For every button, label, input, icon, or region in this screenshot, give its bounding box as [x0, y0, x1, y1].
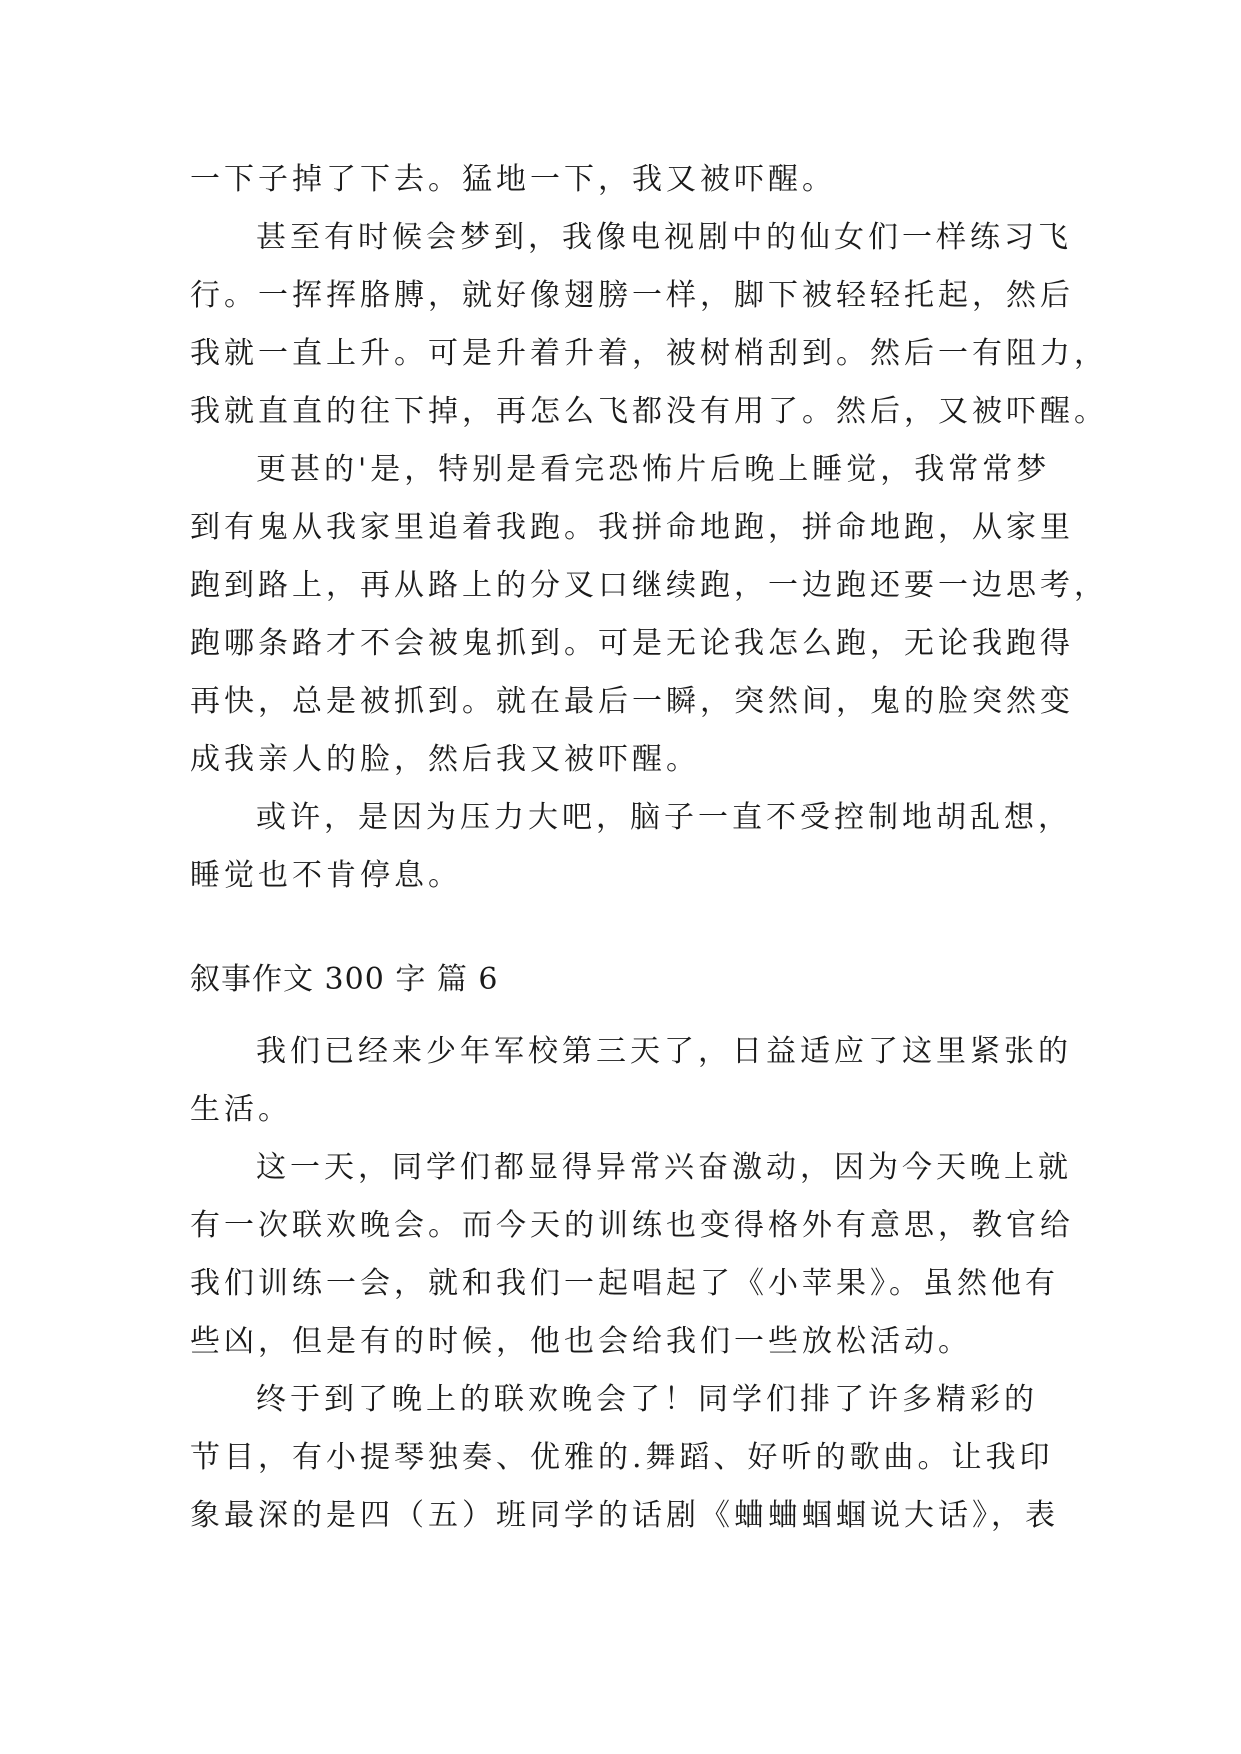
- paragraph-line: 再快，总是被抓到。就在最后一瞬，突然间，鬼的脸突然变: [190, 684, 1074, 719]
- paragraph-line: 象最深的是四（五）班同学的话剧《蛐蛐蝈蝈说大话》，表: [190, 1498, 1059, 1533]
- paragraph-line: 我们训练一会，就和我们一起唱起了《小苹果》。虽然他有: [190, 1266, 1059, 1301]
- paragraph-line: 行。一挥挥胳膊，就好像翅膀一样，脚下被轻轻托起，然后: [190, 278, 1074, 313]
- paragraph-line: 有一次联欢晚会。而今天的训练也变得格外有意思，教官给: [190, 1208, 1074, 1243]
- paragraph-line: 这一天，同学们都显得异常兴奋激动，因为今天晚上就: [256, 1150, 1072, 1185]
- paragraph-line: 生活。: [190, 1092, 292, 1127]
- paragraph-line: 或许，是因为压力大吧，脑子一直不受控制地胡乱想，: [256, 800, 1072, 835]
- paragraph-line: 我就一直上升。可是升着升着，被树梢刮到。然后一有阻力，: [190, 336, 1108, 371]
- section-heading: 叙事作文 300 字 篇 6: [190, 962, 499, 997]
- paragraph-line: 跑哪条路才不会被鬼抓到。可是无论我怎么跑，无论我跑得: [190, 626, 1074, 661]
- paragraph-line: 睡觉也不肯停息。: [190, 858, 462, 893]
- paragraph-line: 节目，有小提琴独奏、优雅的.舞蹈、好听的歌曲。让我印: [190, 1440, 1054, 1475]
- paragraph-line: 甚至有时候会梦到，我像电视剧中的仙女们一样练习飞: [256, 220, 1072, 255]
- paragraph-line: 跑到路上，再从路上的分叉口继续跑，一边跑还要一边思考，: [190, 568, 1108, 603]
- paragraph-line: 到有鬼从我家里追着我跑。我拼命地跑，拼命地跑，从家里: [190, 510, 1074, 545]
- paragraph-line: 更甚的'是，特别是看完恐怖片后晚上睡觉，我常常梦: [256, 452, 1051, 487]
- paragraph-line: 我们已经来少年军校第三天了，日益适应了这里紧张的: [256, 1034, 1072, 1069]
- paragraph-line: 成我亲人的脸，然后我又被吓醒。: [190, 742, 700, 777]
- paragraph-line: 终于到了晚上的联欢晚会了！同学们排了许多精彩的: [256, 1382, 1038, 1417]
- paragraph-line: 些凶，但是有的时候，他也会给我们一些放松活动。: [190, 1324, 972, 1359]
- paragraph-line: 一下子掉了下去。猛地一下，我又被吓醒。: [190, 162, 836, 197]
- paragraph-line: 我就直直的往下掉，再怎么飞都没有用了。然后，又被吓醒。: [190, 394, 1108, 429]
